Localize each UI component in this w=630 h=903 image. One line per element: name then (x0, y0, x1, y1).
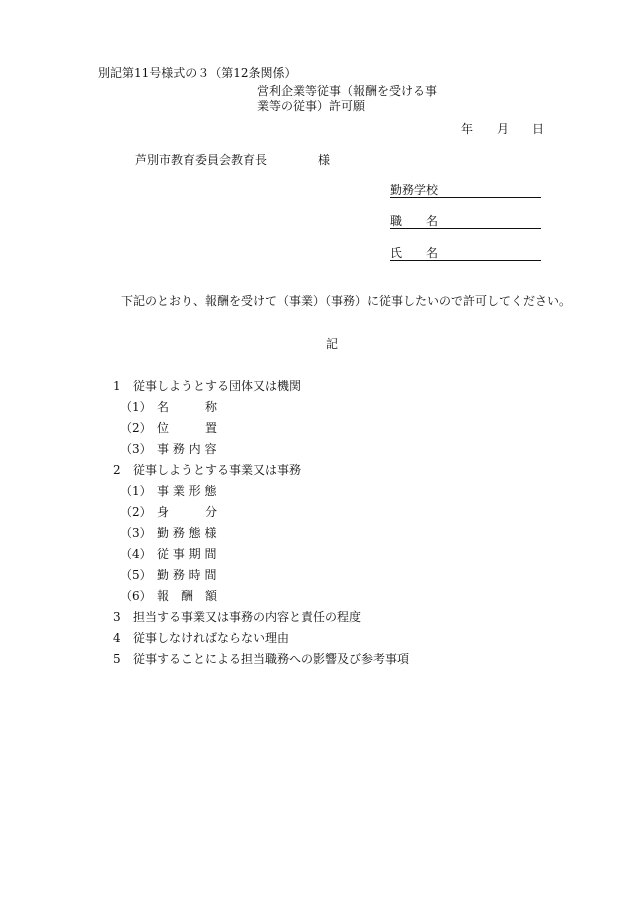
item-text: 従事することによる担当職務への影響及び参考事項 (133, 652, 410, 666)
subitem-text: 従 事 期 間 (157, 547, 217, 561)
subitem-text: 名 称 (157, 400, 218, 414)
form-title-line1: 営利企業等従事（報酬を受ける事 (257, 84, 438, 98)
subitem-num: （1） (120, 484, 152, 498)
form-title-line2: 業等の従事）許可願 (257, 99, 366, 113)
field-school[interactable] (390, 183, 541, 198)
date-year-label: 年 (461, 122, 474, 136)
subitem-num: （3） (120, 526, 152, 540)
addressee-name: 芦別市教育委員会教育長 (135, 153, 268, 167)
addressee-honorific: 様 (318, 153, 331, 167)
field-name[interactable] (390, 246, 541, 261)
item-text: 担当する事業又は事務の内容と責任の程度 (133, 610, 362, 624)
item-num: 4 (113, 631, 121, 645)
subitem-text: 勤 務 時 間 (157, 568, 217, 582)
item-text: 従事しなければならない理由 (133, 631, 290, 645)
subitem-num: （5） (120, 568, 152, 582)
subitem-num: （1） (120, 400, 152, 414)
item-text: 従事しようとする事業又は事務 (133, 463, 302, 477)
subitem-num: （2） (120, 505, 152, 519)
field-position[interactable] (390, 214, 541, 229)
subitem-num: （4） (120, 547, 152, 561)
field-name-label: 氏 名 (390, 246, 439, 260)
date-month-label: 月 (497, 122, 510, 136)
subitem-num: （6） (120, 589, 152, 603)
item-text: 従事しようとする団体又は機関 (133, 379, 302, 393)
ki-heading: 記 (326, 337, 339, 351)
subitem-text: 事 業 形 態 (157, 484, 217, 498)
subitem-num: （2） (120, 421, 152, 435)
field-school-label: 勤務学校 (390, 183, 439, 197)
item-num: 3 (113, 610, 121, 624)
date-day-label: 日 (532, 122, 545, 136)
item-num: 1 (113, 379, 121, 393)
form-reference: 別記第11号様式の３（第12条関係） (98, 66, 297, 80)
subitem-text: 報 酬 額 (157, 589, 218, 603)
subitem-num: （3） (120, 442, 152, 456)
request-text: 下記のとおり、報酬を受けて（事業）（事務）に従事したいので許可してください。 (121, 294, 572, 308)
subitem-text: 事 務 内 容 (157, 442, 217, 456)
subitem-text: 勤 務 態 様 (157, 526, 217, 540)
field-position-label: 職 名 (390, 214, 439, 228)
subitem-text: 身 分 (157, 505, 218, 519)
item-num: 2 (113, 463, 121, 477)
item-num: 5 (113, 652, 121, 666)
subitem-text: 位 置 (157, 421, 218, 435)
